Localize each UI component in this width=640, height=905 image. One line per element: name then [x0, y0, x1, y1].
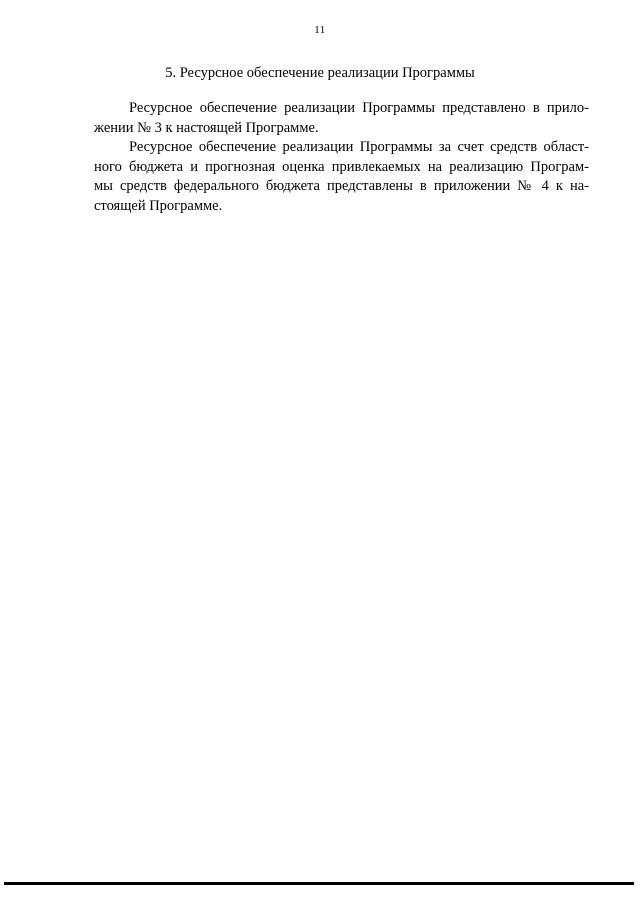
- paragraph-line: Ресурсное обеспечение реализации Программы представлено в прило-: [129, 100, 589, 116]
- paragraph-line: жении № 3 к настоящей Программе.: [94, 119, 319, 136]
- paragraph: [94, 99, 589, 138]
- paragraph-line: Ресурсное обеспечение реализации Программы за счет средств област-: [129, 139, 589, 155]
- paragraph-line: ного бюджета и прогнозная оценка привлекаемых на реализацию Програм-: [94, 158, 589, 175]
- paragraph-line: мы средств федерального бюджета представлены в приложении № 4 к на-: [94, 178, 589, 194]
- paragraph-line: стоящей Программе.: [94, 197, 223, 214]
- document-body: [94, 99, 589, 216]
- paragraph: [94, 138, 589, 216]
- page-bottom-rule: [4, 882, 634, 885]
- section-heading: 5. Ресурсное обеспечение реализации Программы: [165, 65, 475, 81]
- page-number: 11: [314, 24, 326, 36]
